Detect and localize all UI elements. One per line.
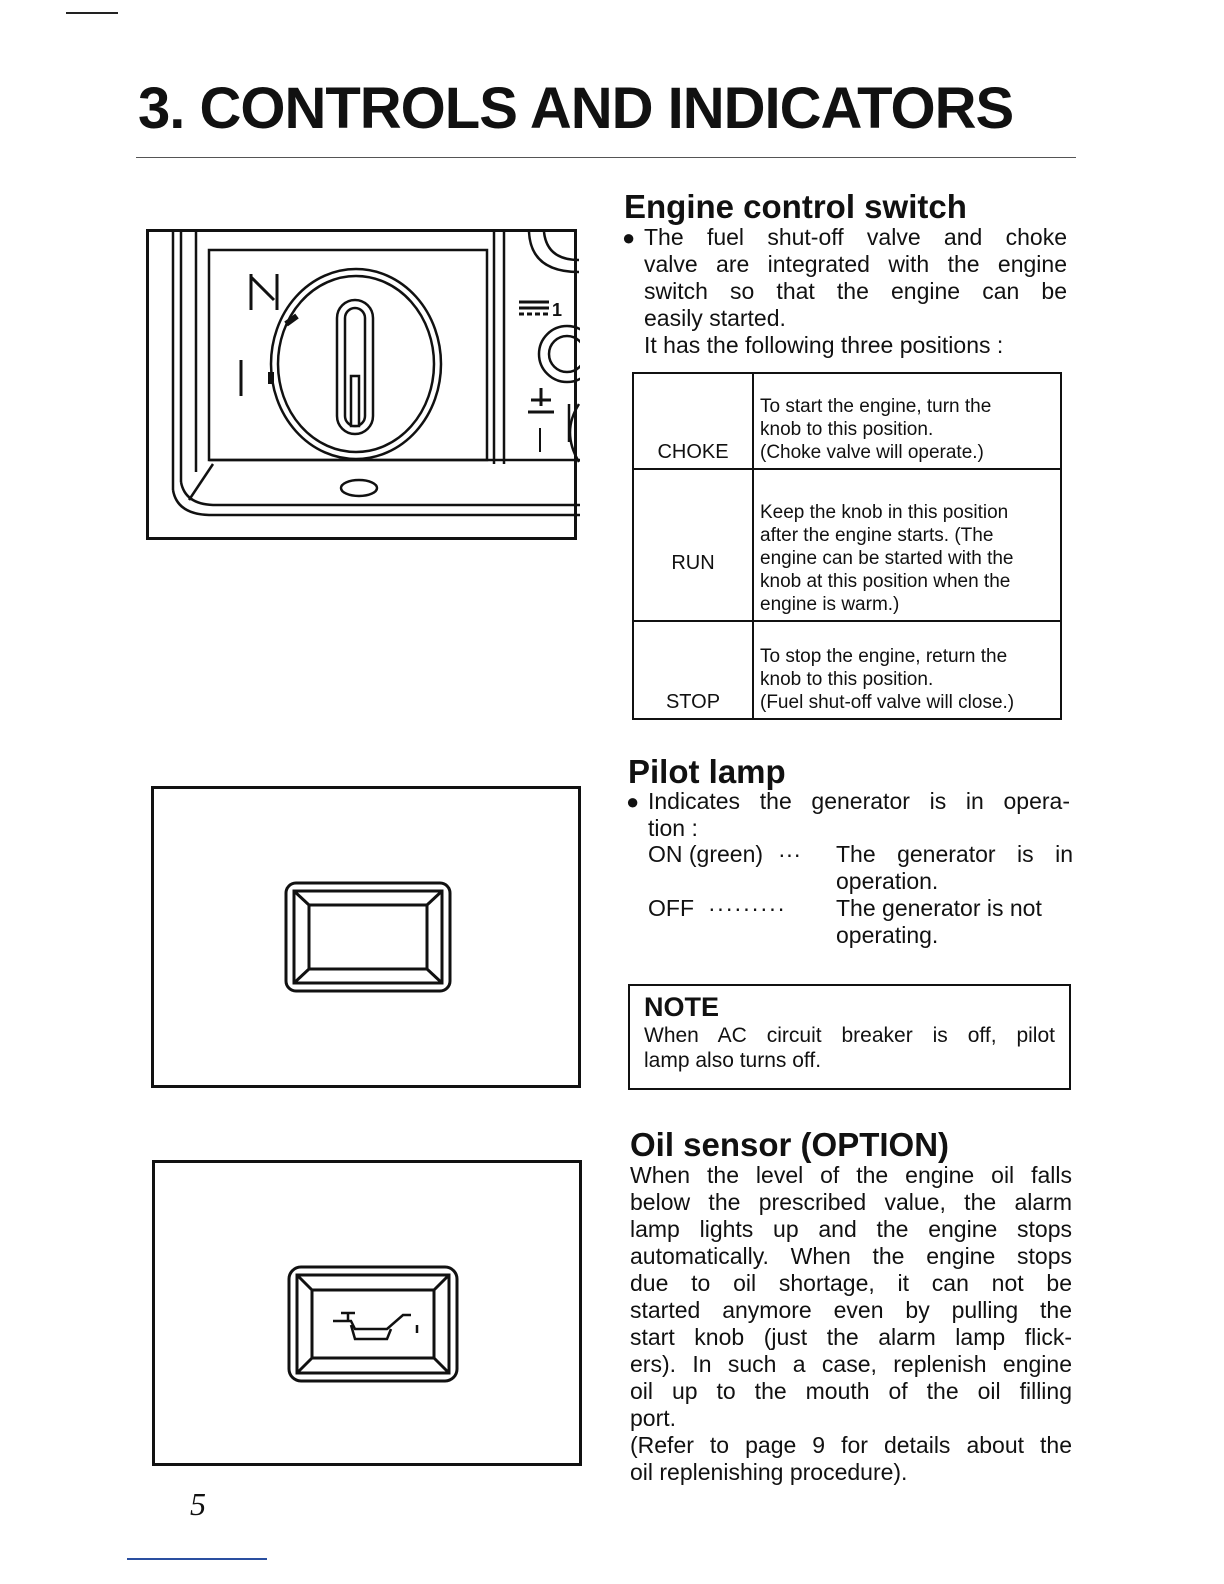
oil-sensor-line: started anymore even by pulling the xyxy=(630,1297,1072,1323)
description-line: engine is warm.) xyxy=(760,594,900,615)
description-line: To start the engine, turn the xyxy=(760,396,992,417)
bottom-edge-line xyxy=(127,1558,267,1560)
engine-switch-paragraph xyxy=(622,224,1067,359)
description-line: (Choke valve will operate.) xyxy=(760,442,984,463)
engine-switch-line: easily started. xyxy=(644,305,786,331)
pilot-lamp-illustration xyxy=(154,789,584,1091)
state-text-line: operation. xyxy=(836,868,939,894)
pilot-lamp-states xyxy=(648,841,1073,949)
state-text xyxy=(836,895,1073,949)
position-description xyxy=(753,373,1061,469)
page-title: 3. CONTROLS AND INDICATORS xyxy=(138,76,1014,141)
pilot-lamp-figure xyxy=(151,786,581,1088)
pilot-lamp-intro xyxy=(626,788,1070,842)
table-row xyxy=(633,469,1061,621)
pilot-state-on xyxy=(648,841,1073,895)
engine-switch-illustration xyxy=(149,232,580,543)
table-row xyxy=(633,373,1061,469)
description-line: To stop the engine, return the xyxy=(760,646,1008,667)
oil-can-icon xyxy=(333,1313,417,1339)
position-description xyxy=(753,469,1061,621)
oil-sensor-illustration xyxy=(155,1163,585,1469)
description-line: knob at this position when the xyxy=(760,571,1011,592)
description-line: engine can be started with the xyxy=(760,548,1014,569)
state-label: OFF xyxy=(648,895,694,921)
pilot-state-off xyxy=(648,895,1073,949)
pilot-lamp-line: Indicates the generator is in opera- xyxy=(648,788,1070,814)
oil-sensor-figure xyxy=(152,1160,582,1466)
engine-switch-line: switch so that the engine can be xyxy=(644,278,1067,304)
note-text xyxy=(644,1023,1055,1073)
oil-sensor-paragraph xyxy=(630,1162,1072,1486)
switch-positions-table xyxy=(632,372,1062,720)
position-name: STOP xyxy=(633,621,753,719)
oil-sensor-line: (Refer to page 9 for details about the xyxy=(630,1432,1072,1458)
description-line: after the engine starts. (The xyxy=(760,525,994,546)
table-row xyxy=(633,621,1061,719)
state-dots: ··· xyxy=(778,841,801,867)
state-text-line: operating. xyxy=(836,922,939,948)
oil-sensor-line: lamp lights up and the engine stops xyxy=(630,1216,1072,1242)
bullet-icon: ● xyxy=(622,225,636,250)
pilot-lamp-heading: Pilot lamp xyxy=(628,753,786,790)
state-text-line: The generator is not xyxy=(836,895,1042,921)
note-line: When AC circuit breaker is off, pilot xyxy=(644,1024,1055,1047)
oil-sensor-line: start knob (just the alarm lamp flick- xyxy=(630,1324,1072,1350)
state-dots: ········· xyxy=(708,895,786,921)
oil-sensor-line: oil up to the mouth of the oil filling xyxy=(630,1378,1072,1404)
bullet-icon: ● xyxy=(626,789,640,814)
engine-switch-figure xyxy=(146,229,577,540)
description-line: Keep the knob in this position xyxy=(760,502,1009,523)
oil-sensor-line: When the level of the engine oil falls xyxy=(630,1162,1072,1188)
description-line: knob to this position. xyxy=(760,419,934,440)
position-name: RUN xyxy=(633,469,753,621)
engine-switch-heading: Engine control switch xyxy=(624,188,967,225)
state-text-line: The generator is in xyxy=(836,841,1073,867)
figure-label-1: 1 xyxy=(552,300,563,320)
position-name: CHOKE xyxy=(633,373,753,469)
note-box xyxy=(628,984,1071,1090)
pilot-lamp-line: tion : xyxy=(648,815,698,841)
description-line: knob to this position. xyxy=(760,669,934,690)
state-text xyxy=(836,841,1073,895)
oil-sensor-line: below the prescribed value, the alarm xyxy=(630,1189,1072,1215)
note-line: lamp also turns off. xyxy=(644,1049,822,1072)
oil-sensor-line: ers). In such a case, replenish engine xyxy=(630,1351,1072,1377)
oil-sensor-heading: Oil sensor (OPTION) xyxy=(630,1126,950,1163)
oil-sensor-line: oil replenishing procedure). xyxy=(630,1459,908,1485)
title-divider xyxy=(136,157,1076,158)
oil-sensor-line: port. xyxy=(630,1405,677,1431)
oil-sensor-line: automatically. When the engine stops xyxy=(630,1243,1072,1269)
engine-switch-line: valve are integrated with the engine xyxy=(644,251,1067,277)
top-edge-line xyxy=(66,12,118,14)
state-label: ON (green) xyxy=(648,841,764,867)
engine-switch-line: The fuel shut-off valve and choke xyxy=(644,224,1067,250)
page-number: 5 xyxy=(190,1486,206,1522)
description-line: (Fuel shut-off valve will close.) xyxy=(760,692,1015,713)
oil-sensor-line: due to oil shortage, it can not be xyxy=(630,1270,1072,1296)
engine-switch-line: It has the following three positions : xyxy=(644,332,1004,358)
position-description xyxy=(753,621,1061,719)
note-title: NOTE xyxy=(644,992,720,1022)
